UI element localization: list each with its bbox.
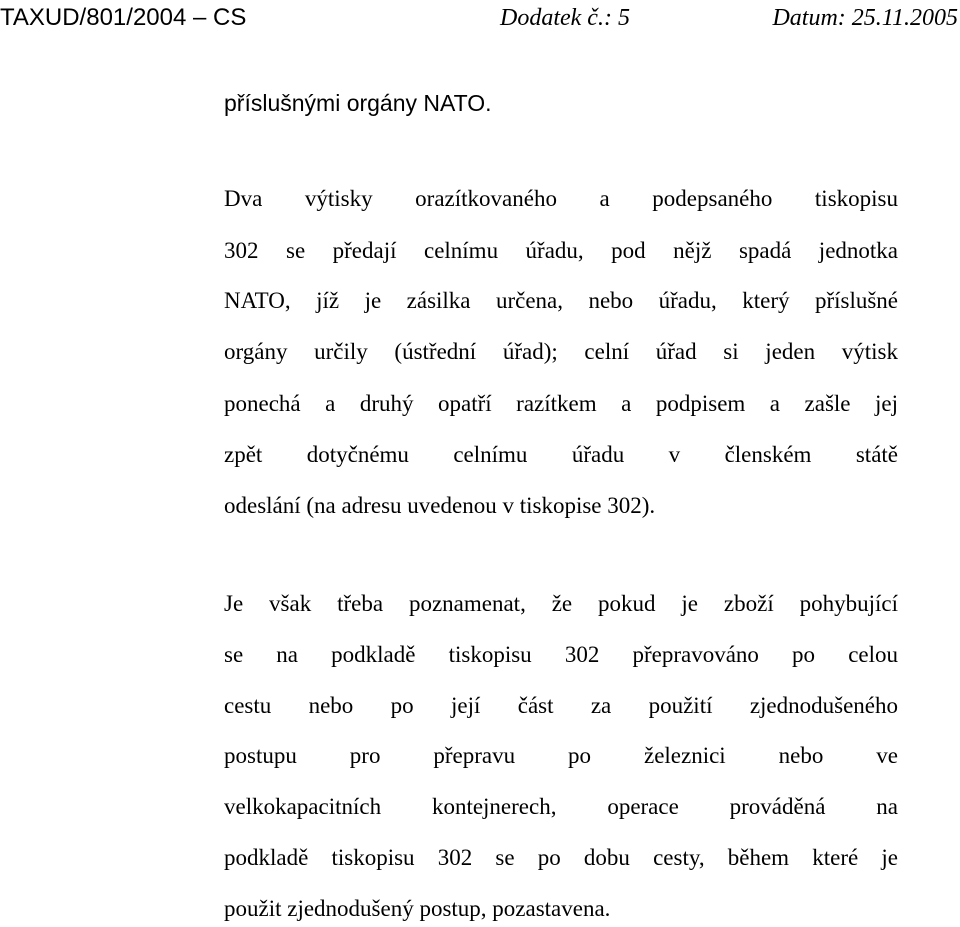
paragraph-2-line-3: cestu nebo po její část za použití zjednodušeného [224, 693, 898, 718]
paragraph-2-line-7: použit zjednodušený postup, pozastavena. [224, 896, 611, 921]
paragraph-1-line-6: zpět dotyčnému celnímu úřadu v členském státě [224, 442, 898, 467]
document-date: Datum: 25.11.2005 [772, 5, 958, 31]
paragraph-2-line-1: Je však třeba poznamenat, že pokud je zboží pohybující [224, 591, 898, 616]
page-header [0, 2, 960, 34]
addendum-number: Dodatek č.: 5 [500, 5, 630, 31]
paragraph-1-line-5: ponechá a druhý opatří razítkem a podpisem a zašle jej [224, 391, 898, 416]
paragraph-2-line-6: podkladě tiskopisu 302 se po dobu cesty, během které je [224, 845, 898, 870]
continuation-line: příslušnými orgány NATO. [224, 90, 492, 116]
paragraph-2-line-4: postupu pro přepravu po železnici nebo ve [224, 743, 898, 768]
paragraph-1-line-7: odeslání (na adresu uvedenou v tiskopise 302). [224, 493, 656, 518]
paragraph-2-line-2: se na podkladě tiskopisu 302 přepravováno po celou [224, 642, 898, 667]
paragraph-1-line-2: 302 se předají celnímu úřadu, pod nějž spadá jednotka [224, 238, 898, 263]
document-reference: TAXUD/801/2004 – CS [0, 4, 247, 31]
paragraph-1-line-4: orgány určily (ústřední úřad); celní úřad si jeden výtisk [224, 339, 898, 364]
paragraph-1-line-3: NATO, jíž je zásilka určena, nebo úřadu, který příslušné [224, 288, 898, 313]
paragraph-1-line-1: Dva výtisky orazítkovaného a podepsaného tiskopisu [224, 186, 898, 211]
paragraph-2-line-5: velkokapacitních kontejnerech, operace prováděná na [224, 794, 898, 819]
